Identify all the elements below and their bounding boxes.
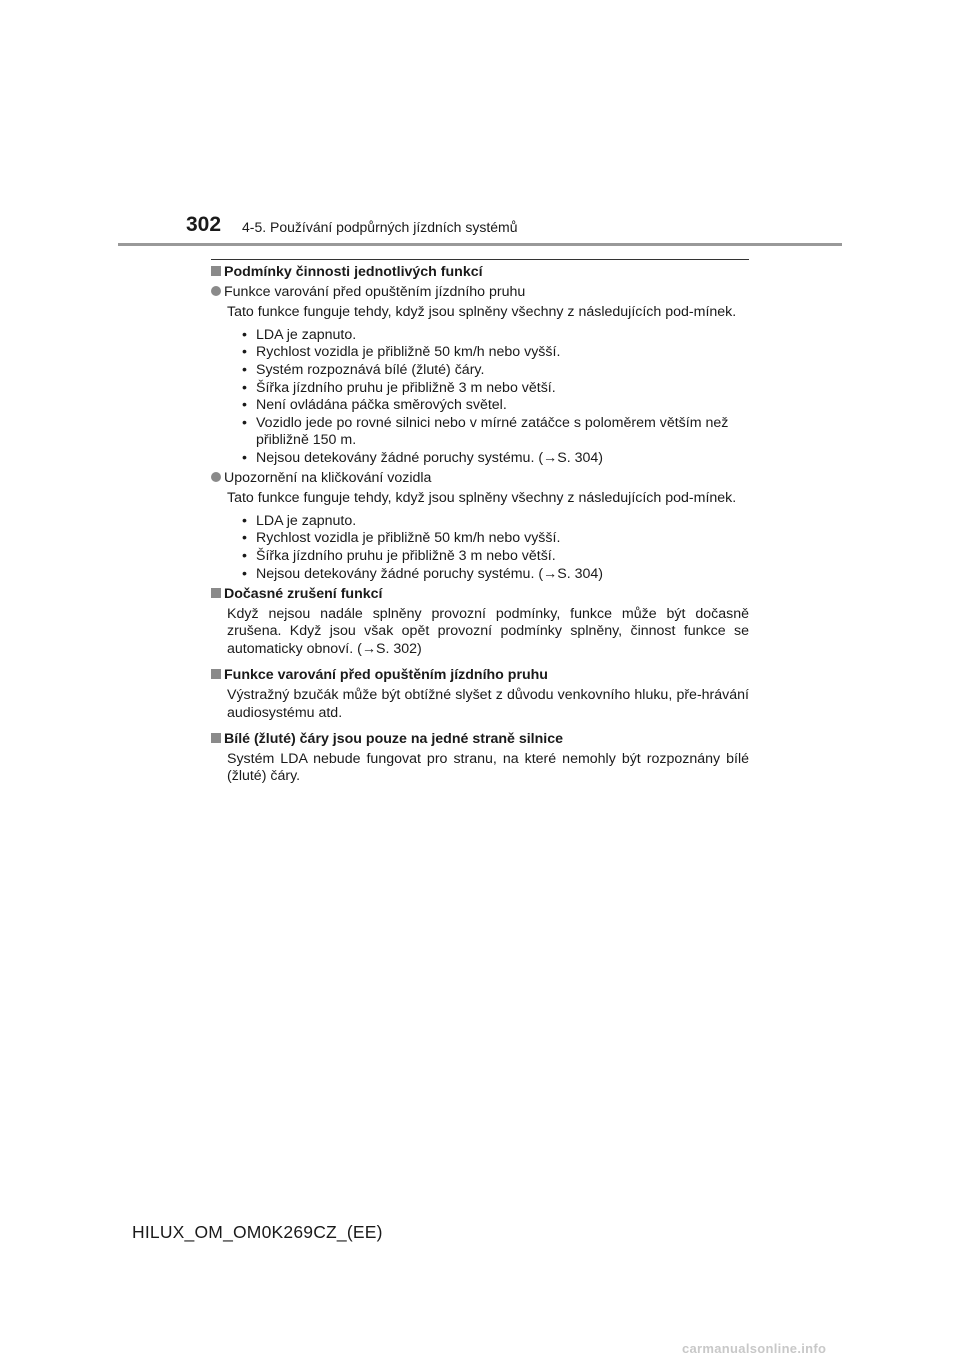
list-item: • Rychlost vozidla je přibližně 50 km/h nebo vyšší.	[242, 530, 749, 548]
subsection-heading	[211, 470, 749, 488]
condition-list	[242, 513, 749, 583]
list-item: • Nejsou detekovány žádné poruchy systému. (→S. 304)	[242, 566, 749, 584]
header-rule	[118, 243, 842, 246]
section-lane-departure-warning	[211, 667, 749, 722]
list-item: • Není ovládána páčka směrových světel.	[242, 397, 749, 415]
subsection-heading	[211, 284, 749, 302]
list-item: • Šířka jízdního pruhu je přibližně 3 m nebo větší.	[242, 548, 749, 566]
square-bullet-icon	[211, 588, 221, 598]
page-number: 302	[186, 213, 222, 236]
document-code: HILUX_OM_OM0K269CZ_(EE)	[132, 1222, 383, 1242]
condition-list	[242, 327, 749, 468]
paragraph: Tato funkce funguje tehdy, když jsou splněny všechny z následujících pod-mínek.	[227, 490, 737, 507]
square-bullet-icon	[211, 266, 221, 276]
section-title: Dočasné zrušení funkcí	[224, 586, 383, 603]
section-heading	[211, 264, 749, 282]
subsection-title: Upozornění na kličkování vozidla	[224, 469, 432, 486]
section-temporary-cancel	[211, 586, 749, 658]
square-bullet-icon	[211, 733, 221, 743]
list-item: • LDA je zapnuto.	[242, 327, 749, 345]
paragraph: Výstražný bzučák může být obtížné slyšet z důvodu venkovního hluku, pře-hrávání audiosystému atd.	[227, 687, 749, 721]
paragraph: Tato funkce funguje tehdy, když jsou splněny všechny z následujících pod-mínek.	[227, 304, 737, 321]
circle-bullet-icon	[211, 472, 221, 482]
list-item: • LDA je zapnuto.	[242, 513, 749, 531]
list-item: • Šířka jízdního pruhu je přibližně 3 m nebo větší.	[242, 380, 749, 398]
content-top-rule	[211, 259, 749, 260]
subsection-title: Funkce varování před opuštěním jízdního pruhu	[224, 283, 526, 300]
section-title: Podmínky činnosti jednotlivých funkcí	[224, 264, 483, 280]
page-content	[211, 264, 749, 791]
paragraph: Systém LDA nebude fungovat pro stranu, na které nemohly být rozpoznány bílé (žluté) čáry.	[227, 750, 749, 785]
section-lines-one-side	[211, 731, 749, 786]
circle-bullet-icon	[211, 286, 221, 296]
section-heading	[211, 586, 749, 604]
list-item: • Vozidlo jede po rovné silnici nebo v mírné zatáčce s poloměrem větším než přibližně 150 m.	[242, 415, 749, 450]
watermark-text: carmanualsonline.info	[682, 1341, 827, 1356]
list-item: • Nejsou detekovány žádné poruchy systému. (→S. 304)	[242, 450, 749, 468]
section-heading	[211, 731, 749, 749]
section-title: Bílé (žluté) čáry jsou pouze na jedné straně silnice	[224, 731, 564, 748]
square-bullet-icon	[211, 669, 221, 679]
list-item: • Rychlost vozidla je přibližně 50 km/h nebo vyšší.	[242, 344, 749, 362]
list-item: • Systém rozpoznává bílé (žluté) čáry.	[242, 362, 749, 380]
paragraph: Když nejsou nadále splněny provozní podmínky, funkce může být dočasně zrušena. Když jsou však opět provozní podmínky splněny, činnost funkce se automaticky obnoví. (→S. 302)	[227, 605, 749, 657]
section-operating-conditions	[211, 264, 749, 583]
section-title: Funkce varování před opuštěním jízdního pruhu	[224, 667, 548, 684]
section-heading	[211, 667, 749, 685]
chapter-title: 4-5. Používání podpůrných jízdních systémů	[242, 219, 518, 235]
